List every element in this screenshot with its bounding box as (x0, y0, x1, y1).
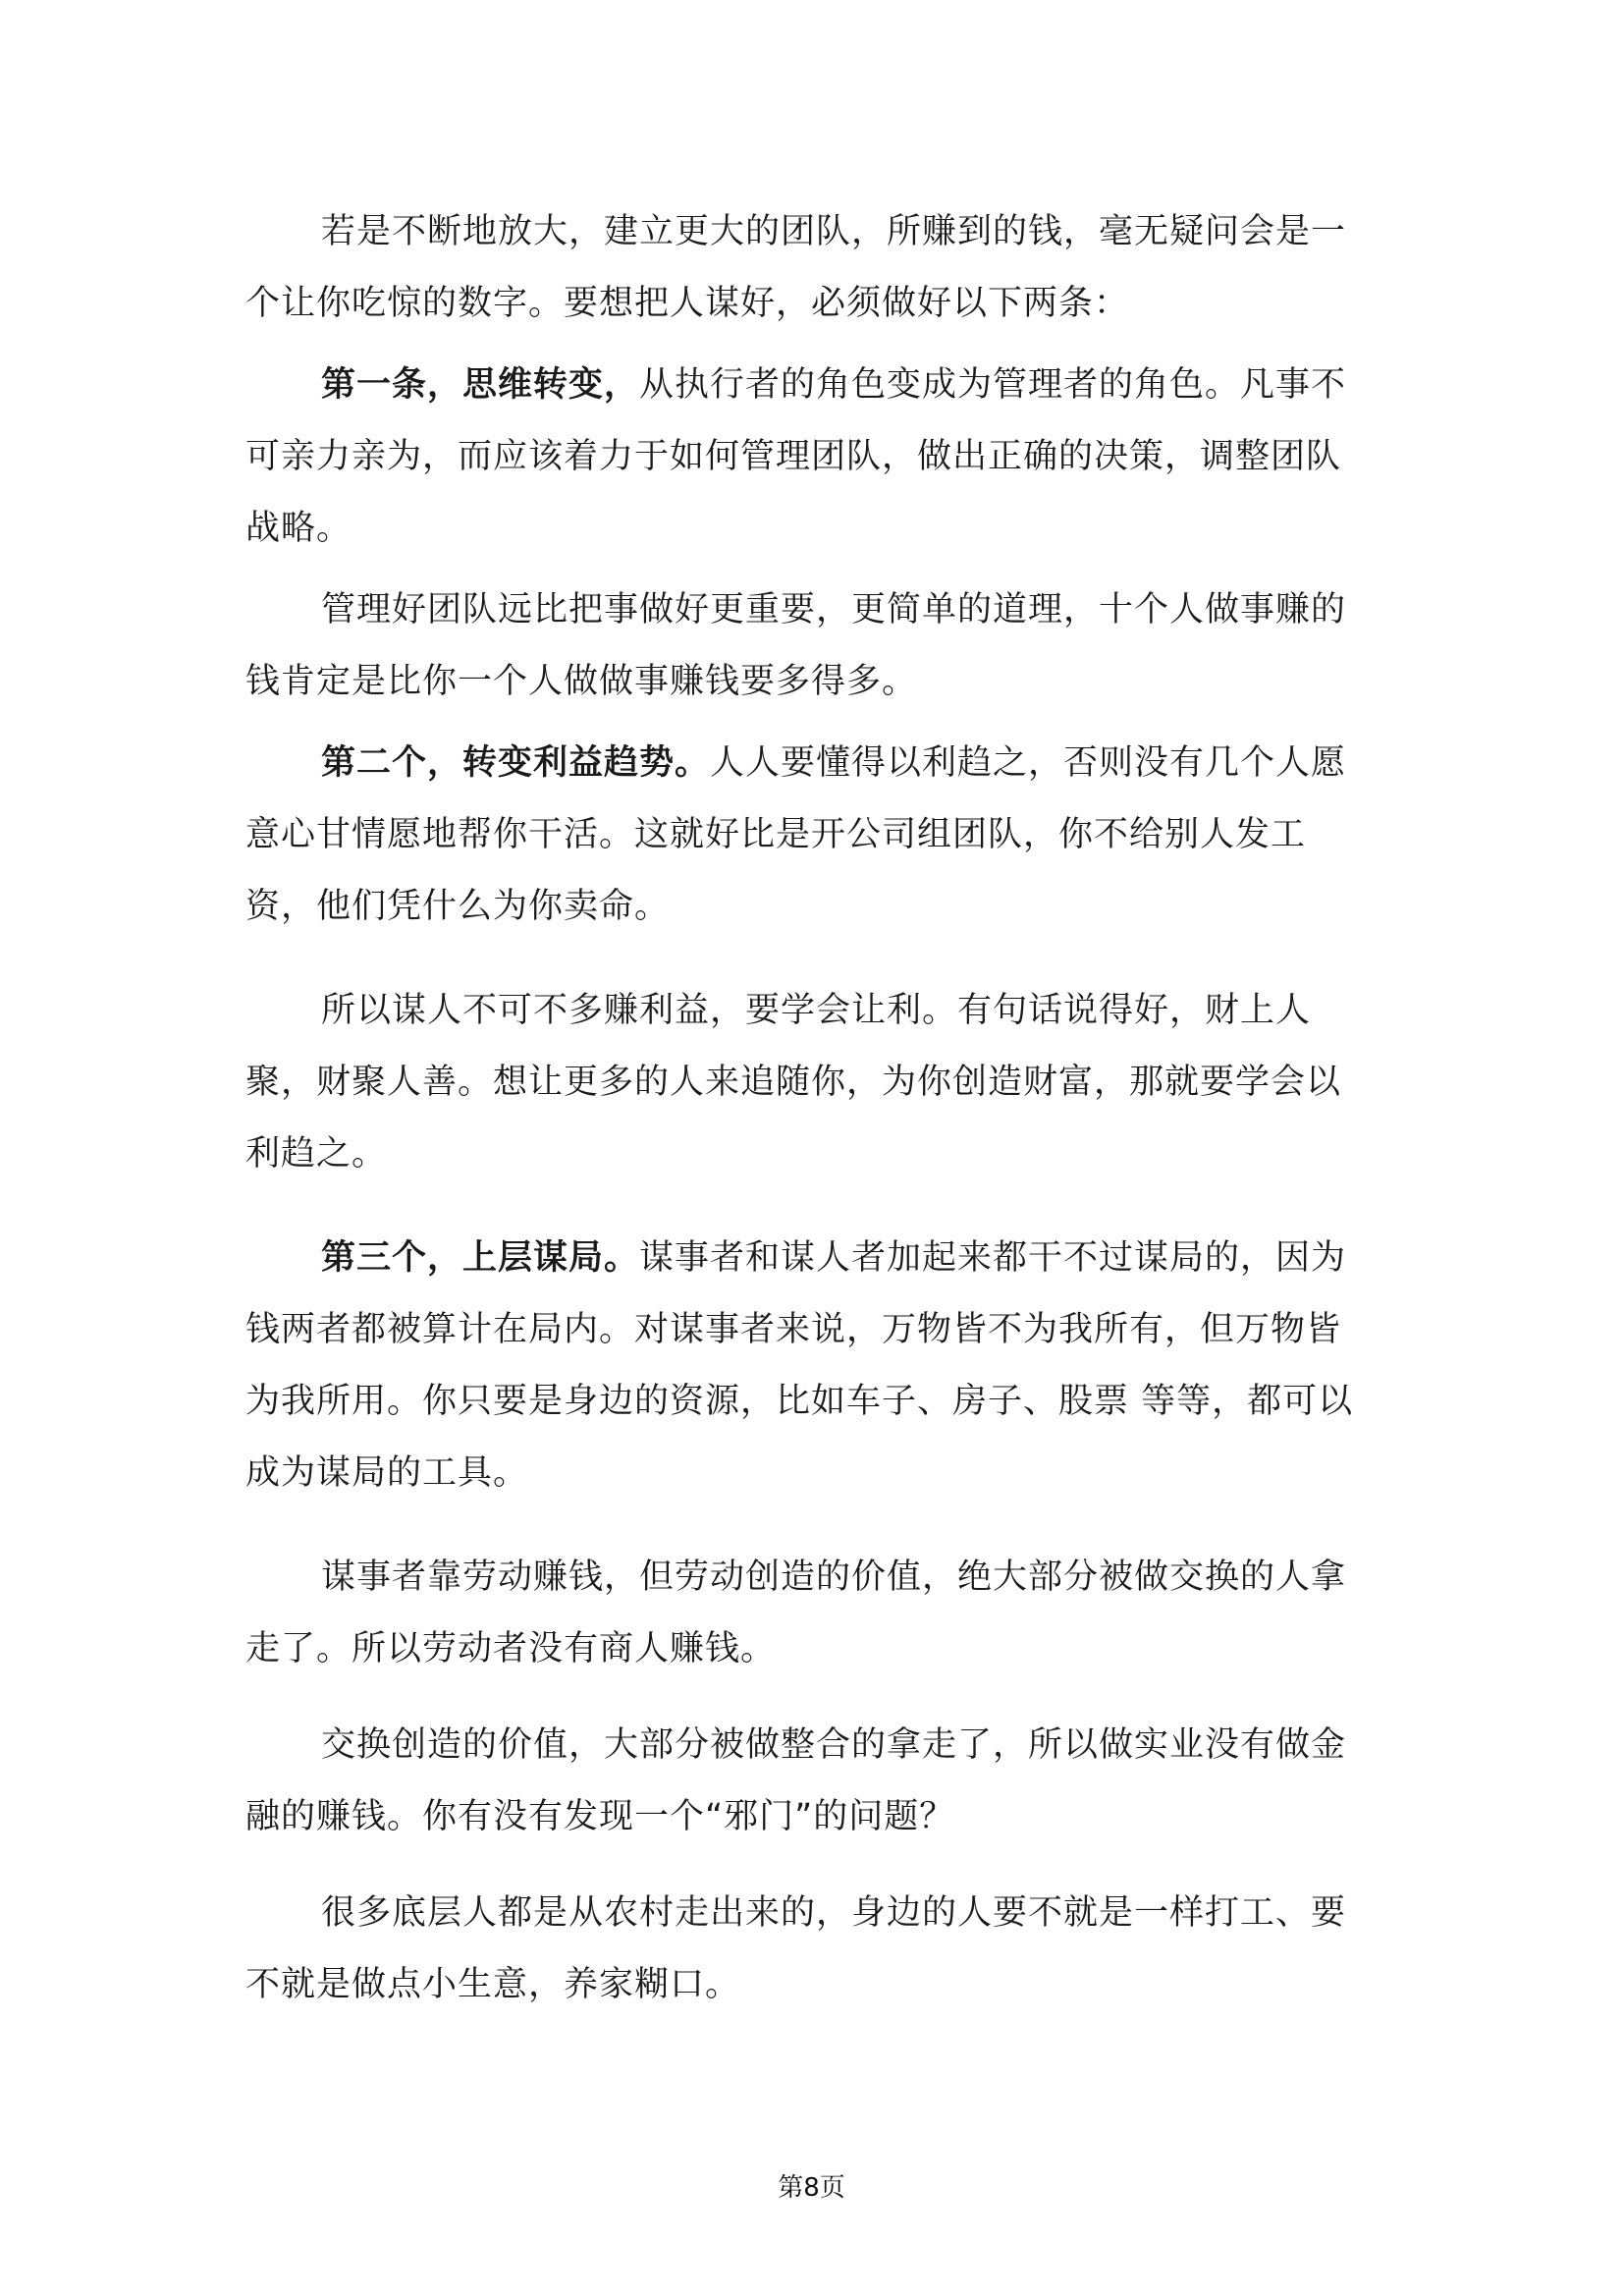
paragraph-text: 从执行者的角色变成为管理者的角色。凡事不可亲力亲为，而应该着力于如何管理团队，做出正确的决策，调整团队战略。 (245, 365, 1347, 548)
paragraph-heading: 第二个，转变利益趋势。 (321, 743, 711, 783)
paragraph-2 (245, 350, 1365, 565)
paragraph-text: 若是不断地放大，建立更大的团队，所赚到的钱，毫无疑问会是一个让你吃惊的数字。要想把人谋好，必须做好以下两条： (245, 212, 1347, 323)
paragraph-1 (245, 196, 1365, 340)
paragraph-text: 管理好团队远比把事做好更重要，更简单的道理，十个人做事赚的钱肯定是比你一个人做做事赚钱要多得多。 (245, 590, 1347, 701)
paragraph-text: 交换创造的价值，大部分被做整合的拿走了，所以做实业没有做金融的赚钱。你有没有发现一个“邪门”的问题？ (245, 1725, 1347, 1836)
paragraph-heading: 第三个，上层谋局。 (321, 1238, 640, 1278)
paragraph-text: 人人要懂得以利趋之，否则没有几个人愿意心甘情愿地帮你干活。这就好比是开公司组团队，你不给别人发工资，他们凭什么为你卖命。 (245, 743, 1347, 926)
paragraph-6 (245, 1223, 1365, 1509)
page-number: 第8页 (778, 2173, 845, 2203)
paragraph-8 (245, 1710, 1365, 1853)
paragraph-9 (245, 1878, 1365, 2021)
page-number-footer (0, 2168, 1623, 2208)
paragraph-3 (245, 574, 1365, 718)
paragraph-text: 谋事者和谋人者加起来都干不过谋局的，因为钱两者都被算计在局内。对谋事者来说，万物皆不为我所有，但万物皆为我所用。你只要是身边的资源，比如车子、房子、股票 等等，都可以成为谋局的工具。 (245, 1238, 1354, 1493)
paragraph-7 (245, 1542, 1365, 1685)
paragraph-heading: 第一条，思维转变， (321, 365, 640, 405)
paragraph-5 (245, 975, 1365, 1190)
paragraph-4 (245, 728, 1365, 943)
paragraph-text: 所以谋人不可不多赚利益，要学会让利。有句话说得好，财上人聚，财聚人善。想让更多的人来追随你，为你创造财富，那就要学会以利趋之。 (245, 991, 1342, 1174)
document-body (245, 196, 1365, 2021)
paragraph-text: 谋事者靠劳动赚钱，但劳动创造的价值，绝大部分被做交换的人拿走了。所以劳动者没有商人赚钱。 (245, 1558, 1347, 1668)
paragraph-text: 很多底层人都是从农村走出来的，身边的人要不就是一样打工、要不就是做点小生意，养家糊口。 (245, 1893, 1347, 2004)
